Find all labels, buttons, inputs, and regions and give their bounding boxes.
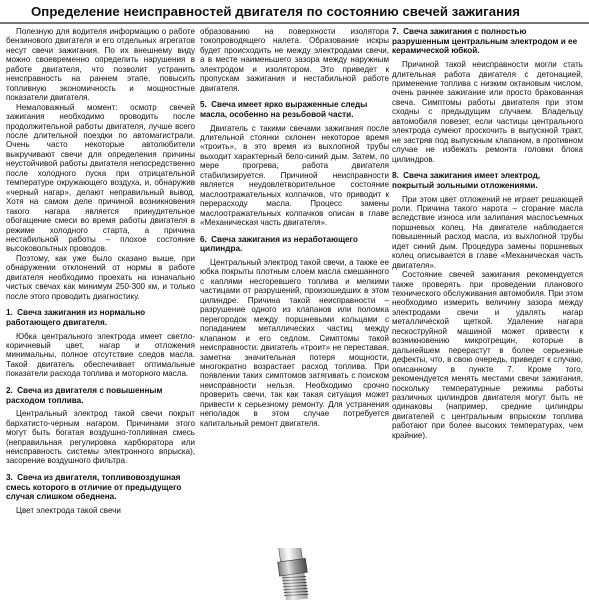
section-6-number: 6.	[200, 234, 207, 244]
section-1-body: Юбка центрального электрода имеет светло-коричневый цвет, нагар и отложения минимальны, полное отсутствие следов масла. Такой двигатель обеспечивает оптимальные показатели расхода топлива и моторного масла.	[6, 331, 195, 379]
section-6-title: Свеча зажигания из неработающего цилиндра.	[200, 234, 358, 254]
section-5-number: 5.	[200, 100, 207, 110]
intro-paragraph-3: Поэтому, как уже было сказано выше, при обнаружении отклонений от нормы в работе двигателя необходимо проехать на изначально чистых свечах как минимум 250-300 км, и только после этого проводить диагностику.	[6, 253, 195, 301]
section-2-number: 2.	[6, 385, 13, 395]
maintenance-paragraph: Состояние свечей зажигания рекомендуется также проверять при проведении планового технического обслуживания автомобиля. При этом необходимо измерить величину зазора между электродами свечи и удалять нагар металлической щеткой. Удаление нагара пескоструйной машиной может привести к возникновению микротрещин, которые в дальнейшем перерастут в более серьезные дефекты, что, в свою очередь, приведет к случаю, описанному в пункте 7. Кроме того, рекомендуется менять местами свечи зажигания, поскольку температурные режимы работы различных цилиндров двигателя могут быть не одинаковы (например, средние цилиндры двигателей с центральным впрыском топлива работают при более высоких температурах, чем крайние).	[392, 270, 583, 440]
column-left	[6, 27, 195, 516]
column-middle	[200, 27, 389, 428]
section-8-number: 8.	[392, 171, 399, 181]
section-6-heading	[200, 235, 389, 254]
section-3-heading	[6, 473, 195, 502]
page-title: Определение неисправностей двигателя по состоянию свечей зажигания	[31, 4, 521, 19]
intro-paragraph-2: Немаловажный момент: осмотр свечей зажигания необходимо проводить после продолжительной работы двигателя, лучше всего после длительной поездки по автомагистрали. Очень часто некоторые автолюбители выкручивают свечи для определения причины неустойчивой работы двигателя непосредственно после холодного пуска при отрицательной температуре окружающего воздуха, и, обнаружив «черный нагар», делают неправильный вывод. Хотя на самом деле причиной возникновения такого нагара является принудительное обогащение смеси во время работы двигателя в режиме холодного старта, а причина нестабильной работы – плохое состояние высоковольтных проводов.	[6, 102, 195, 254]
section-5-heading	[200, 100, 389, 119]
section-6-body: Центральный электрод такой свечи, а также ее юбка покрыты плотным слоем масла смешанного с каплями несгоревшего топлива и мелкими частицами от разрушений, произошедших в этом цилиндре. Причина такой неисправности – разрушение одного из клапанов или поломка перегородок между поршневыми кольцами с попаданием металлических частиц между клапаном и его седлом. Симптомы такой неисправности: двигатель «троит» не переставая, заметна значительная потеря мощности, многократно возрастает расход топлива. При появлении таких симптомов затягивать с поиском неисправности нельзя. Необходимо срочно проверить свечи, так как такая ситуация может привести к серьезному ремонту. Для устранения неполадок в этом случае потребуется капитальный ремонт двигателя.	[200, 257, 389, 428]
section-1-number: 1.	[6, 308, 13, 318]
section-8-title: Свеча зажигания имеет электрод, покрытый зольными отложениями.	[392, 171, 541, 190]
section-8-heading	[392, 171, 583, 190]
section-5-title: Свеча имеет ярко выраженные следы масла, особенно на резьбовой части.	[200, 100, 368, 119]
section-1-heading	[6, 308, 195, 327]
section-7-body: Причиной такой неисправности могли стать длительная работа двигателя с детонацией, применение топлива с низким октановым числом, очень раннее зажигание или просто бракованная свеча. Симптомы работы двигателя при этом сходны с предыдущим случаем. Владельцу автомобиля повезет, если частицы центрального электрода сумеют проскочить в выпускной тракт, не застряв под выпускным клапаном, в противном случае не избежать ремонта головки блока цилиндров.	[392, 60, 583, 164]
section-3-title: Свеча из двигателя, топливовоздушная смесь которого в отличие от предыдущего случая слишком обеднена.	[6, 472, 182, 502]
section-3-number: 3.	[6, 472, 13, 482]
spark-plug-photo	[200, 548, 388, 600]
section-7-number: 7.	[392, 27, 399, 36]
section-2-title: Свеча из двигателя с повышенным расходом топлива.	[6, 385, 163, 405]
intro-paragraph-1: Полезную для водителя информацию о работе бензинового двигателя и его отдельных агрегатов несут свечи зажигания. По их внешнему виду можно своевременно определить нарушения в работе двигателя, что позволит устранить неисправность на раннем этапе, повысить топливную экономичность и мощностные показатели двигателя.	[6, 27, 195, 103]
section-8-body: При этом цвет отложений не играет решающей роли. Причина такого нарота – сгорание масла вследствие износа или залипания маслосъемных поршневых колец. На двигателе наблюдается повышенный расход масла, из выхлопной трубы идет синий дым. Процедура замены поршневых колец описывается в главе «Механическая часть двигателя».	[392, 194, 583, 270]
spark-plug-image	[200, 548, 388, 600]
section-3-body: Цвет электрода такой свечи	[16, 506, 121, 516]
section-2-body: Центральный электрод такой свечи покрыт бархатисто-черным нагаром. Причинами этого могут быть богатая воздушно-топливная смесь (неправильная регулировка карбюратора или неисправность системы электронного впрыска), засорение воздушного фильтра.	[6, 409, 195, 466]
section-4-continuation: образованию на поверхности изолятора токопроводящего налета. Образование искры будет происходить не между электродами свечи, а в месте наименьшего зазора между наружным электродом и изолятором. Это приведет к пропускам зажигания и нестабильной работе двигателя.	[200, 27, 389, 93]
section-7-heading	[392, 27, 583, 56]
section-5-body: Двигатель с такими свечами зажигания после длительной стоянки склонен некоторое время «троить», в это время из выхлопной трубы выходит характерный бело-синий дым. Затем, по мере прогрева, работа двигателя стабилизируется. Причиной неисправности является неудовлетворительное состояние маслоотражательных колпачков, что приводит к перерасходу масла. Процесс замены маслоотражательных колпачков описан в главе «Механическая часть двигателя».	[200, 123, 389, 228]
column-right	[392, 27, 583, 440]
section-7-title: Свеча зажигания с полностью разрушенным центральным электродом и ее керамической юбкой.	[392, 27, 578, 56]
section-1-title: Свеча зажигания из нормально работающего двигателя.	[6, 308, 146, 327]
section-2-heading	[6, 386, 195, 405]
title-bar	[0, 0, 589, 24]
